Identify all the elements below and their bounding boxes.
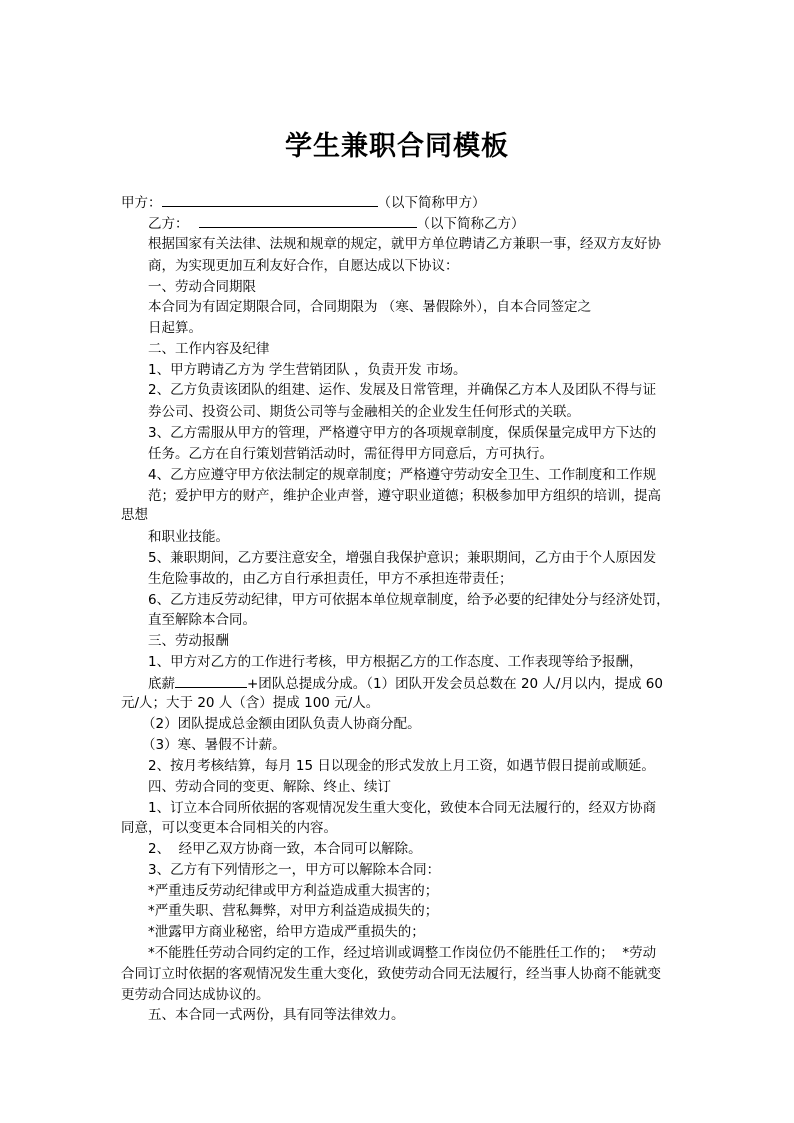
paragraph-line: （3）寒、暑假不计薪。 [142, 737, 286, 753]
list-item: *严重违反劳动纪律或甲方利益造成重大损害的； [148, 883, 439, 899]
paragraph-line: 同意，可以变更本合同相关的内容。 [121, 820, 337, 836]
salary-blank [175, 673, 247, 688]
paragraph-line: 6、乙方违反劳动纪律，甲方可依据本单位规章制度，给予必要的纪律处分与经济处罚， [148, 592, 670, 608]
paragraph-line: 元/人；大于 20 人（含）提成 100 元/人。 [121, 695, 380, 711]
paragraph-line: 和职业技能。 [148, 529, 229, 545]
section-heading: 四、劳动合同的变更、解除、终止、续订 [148, 779, 391, 795]
paragraph-line: 2、乙方负责该团队的组建、运作、发展及日常管理，并确保乙方本人及团队不得与证 [148, 382, 657, 398]
paragraph-line: 合同订立时依据的客观情况发生重大变化，致使劳动合同无法履行，经当事人协商不能就变 [121, 966, 661, 982]
party-a-line: 甲方： （以下简称甲方） [121, 192, 486, 213]
paragraph-line: 1、甲方对乙方的工作进行考核，甲方根据乙方的工作态度、工作表现等给予报酬， [148, 654, 643, 670]
party-a-blank [162, 192, 378, 207]
paragraph-line: 任务。乙方在自行策划营销活动时，需征得甲方同意后，方可执行。 [148, 446, 553, 462]
paragraph-line: 3、乙方有下列情形之一，甲方可以解除本合同： [148, 862, 441, 878]
paragraph-line: 券公司、投资公司、期货公司等与金融相关的企业发生任何形式的关联。 [148, 404, 580, 420]
section-heading: 二、工作内容及纪律 [148, 341, 270, 357]
paragraph-line: 5、兼职期间，乙方要注意安全，增强自我保护意识；兼职期间，乙方由于个人原因发 [148, 550, 657, 566]
paragraph-line: 直至解除本合同。 [148, 612, 256, 628]
paragraph-line: 3、乙方需服从甲方的管理，严格遵守甲方的各项规章制度，保质保量完成甲方下达的 [148, 425, 657, 441]
paragraph-line: 4、乙方应遵守甲方依法制定的规章制度；严格遵守劳动安全卫生、工作制度和工作规 [148, 467, 657, 483]
paragraph-line: 日起算。 [148, 320, 202, 336]
section-heading: 五、本合同一式两份，具有同等法律效力。 [148, 1007, 405, 1023]
paragraph-line: 根据国家有关法律、法规和规章的规定，就甲方单位聘请乙方兼职一事，经双方友好协 [148, 236, 661, 252]
paragraph-line: 范；爱护甲方的财产，维护企业声誉，遵守职业道德；积极参加甲方组织的培训，提高 [148, 488, 661, 504]
paragraph-line: 本合同为有固定期限合同，合同期限为 （寒、暑假除外），自本合同签定之 [148, 299, 592, 315]
paragraph-line: 2、 经甲乙双方协商一致，本合同可以解除。 [148, 841, 422, 857]
paragraph-line: 1、订立本合同所依据的客观情况发生重大变化，致使本合同无法履行的，经双方协商 [148, 800, 657, 816]
paragraph-line: 商，为实现更加互利友好合作，自愿达成以下协议： [148, 258, 459, 274]
section-heading: 三、劳动报酬 [148, 633, 229, 649]
paragraph-line: （2）团队提成总金额由团队负责人协商分配。 [142, 716, 421, 732]
paragraph-line: 2、按月考核结算，每月 15 日以现金的形式发放上月工资，如遇节假日提前或顺延。 [148, 758, 655, 774]
list-item: *不能胜任劳动合同约定的工作，经过培训或调整工作岗位仍不能胜任工作的； *劳动 [148, 945, 657, 961]
party-b-line: 乙方： （以下简称乙方） [148, 213, 525, 234]
paragraph-line: 1、甲方聘请乙方为 学生营销团队 ，负责开发 市场。 [148, 362, 467, 378]
list-item: *严重失职、营私舞弊，对甲方利益造成损失的； [148, 903, 439, 919]
party-b-blank [199, 213, 417, 228]
paragraph-line: 思想 [121, 507, 148, 523]
salary-line: 底薪 +团队总提成分成。（1）团队开发会员总数在 20 人/月以内，提成 60 [148, 673, 663, 694]
paragraph-line: 更劳动合同达成协议的。 [121, 987, 270, 1003]
document-title: 学生兼职合同模板 [285, 131, 509, 162]
list-item: *泄露甲方商业秘密，给甲方造成严重损失的； [148, 924, 425, 940]
section-heading: 一、劳动合同期限 [148, 279, 256, 295]
paragraph-line: 生危险事故的，由乙方自行承担责任，甲方不承担连带责任； [148, 571, 513, 587]
